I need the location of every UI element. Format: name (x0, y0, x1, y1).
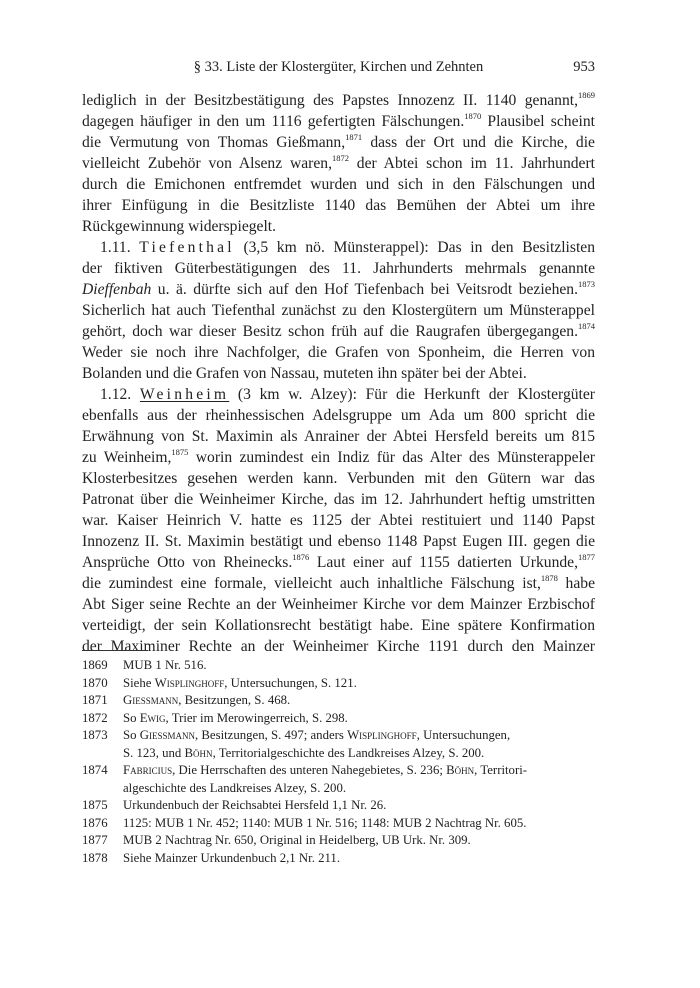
footnote-text: S. 123, und (123, 745, 185, 760)
footnote-text: , Untersuchungen, (416, 728, 511, 742)
footnote-text: , Die Herrschaften des unteren Nahegebietes, S. 236; (172, 763, 447, 777)
footnote (82, 675, 595, 693)
text-run: Sicherlich hat auch Tiefenthal zunächst zu den Klostergütern um Münsterappel (82, 302, 595, 319)
footnote (82, 692, 595, 710)
footnote-number: 1870 (82, 675, 108, 690)
section-number: 1.11. (100, 239, 140, 256)
text-line (82, 300, 595, 321)
footnote (82, 815, 595, 833)
place-name: Weinheim (139, 386, 230, 403)
author-name: Böhn (184, 745, 213, 760)
text-run: der Abtei schon im 11. Jahrhundert (348, 155, 595, 172)
running-header (82, 59, 595, 79)
text-line (82, 510, 595, 531)
footnote-text: So (123, 728, 140, 742)
footnote-text: , Trier im Merowingerreich, S. 298. (165, 710, 348, 725)
text-line (82, 489, 595, 510)
text-line (82, 363, 595, 384)
footnote-text: So (123, 710, 140, 725)
footnote-text: , Territorialgeschichte des Landkreises Alzey, S. 200. (212, 745, 485, 760)
footnote-number: 1876 (82, 815, 108, 830)
footnote-text: Siehe (123, 675, 155, 690)
text-run: durch die Emichonen entfremdet wurden und sich in den Fälschungen und (82, 176, 595, 193)
author-name: Ewig (139, 710, 166, 725)
footnote-ref: 1874 (578, 321, 595, 331)
text-run: vielleicht Zubehör von Alsenz waren, (82, 155, 332, 172)
footnote-number: 1871 (82, 693, 108, 707)
text-run: der Maximiner Rechte an der Weinheimer Kirche 1191 durch den Mainzer (82, 638, 595, 655)
page-number: 953 (573, 59, 595, 75)
text-run: Laut einer auf 1155 datierten Urkunde, (309, 554, 578, 571)
footnote (82, 727, 595, 762)
footnote-text: , Untersuchungen, S. 121. (224, 675, 357, 690)
text-line (82, 279, 595, 300)
footnote-text: MUB 2 Nachtrag Nr. 650, Original in Heidelberg, UB Urk. Nr. 309. (123, 833, 471, 847)
text-run: u. ä. dürfte sich auf den Hof Tiefenbach bei Veitsrodt beziehen. (151, 281, 578, 298)
section-number: 1.12. (100, 386, 140, 403)
text-run: Erwähnung von St. Maximin als Anrainer der Abtei Hersfeld bereits um 815 (82, 428, 595, 445)
author-name: Giessmann (139, 728, 195, 742)
text-run: dass der Ort und die Kirche, die (362, 134, 595, 151)
footnote-ref: 1878 (540, 573, 558, 583)
footnote-number: 1875 (82, 798, 108, 812)
text-line (82, 90, 595, 111)
text-line (82, 426, 595, 447)
text-run: verteidigt, der sein Kollationsrecht bestätigt habe. Eine spätere Konfirmation (82, 617, 595, 634)
text-line (82, 594, 595, 615)
footnote-text: 1125: MUB 1 Nr. 452; 1140: MUB 1 Nr. 516; 1148: MUB 2 Nachtrag Nr. 605. (123, 815, 527, 830)
footnote-number: 1877 (82, 833, 108, 847)
text-run: Patronat über die Weinheimer Kirche, das im 12. Jahrhundert heftig umstritten (82, 491, 595, 508)
text-run: Weder sie noch ihre Nachfolger, die Grafen von Sponheim, die Herren von (82, 344, 595, 361)
footnote (82, 657, 595, 675)
footnote-divider (82, 650, 148, 651)
text-run: der fiktiven Güterbestätigungen des 11. Jahrhunderts mehrmals genannte (82, 260, 595, 277)
footnote (82, 832, 595, 850)
text-run: Bolanden und die Grafen von Nassau, muteten ihn später bei der Abtei. (82, 365, 527, 382)
text-run: die zumindest eine formale, vielleicht auch inhaltliche Fälschung ist, (82, 575, 541, 592)
text-run: dagegen häufiger in den um 1116 gefertigten Fälschungen. (82, 113, 465, 130)
text-run: worin zumindest ein Indiz für das Alter des Münsterappeler (188, 449, 595, 466)
text-run: ihrer Einfügung in die Besitzliste 1140 das Bemühen der Abtei um ihre (82, 197, 595, 214)
text-line (82, 405, 595, 426)
footnote-ref: 1870 (464, 111, 482, 121)
footnote-ref: 1873 (578, 279, 595, 289)
italic-term: Dieffenbah (82, 281, 152, 298)
text-run: Klosterbesitzes gesehen werden kann. Verbunden mit den Gütern war das (82, 470, 595, 487)
text-line (82, 531, 595, 552)
text-line (82, 636, 595, 657)
footnote-number: 1878 (82, 850, 108, 865)
text-run: die Vermutung von Thomas Gießmann, (82, 134, 346, 151)
footnotes (82, 657, 595, 867)
footnote (82, 762, 595, 797)
text-line (82, 174, 595, 195)
section-heading-line (82, 384, 595, 405)
text-line (82, 342, 595, 363)
text-run: Abt Siger seine Rechte an der Weinheimer Kirche vor dem Mainzer Erzbischof (82, 596, 595, 613)
text-run: war. Kaiser Heinrich V. hatte es 1125 der Abtei restituiert und 1140 Papst (82, 512, 595, 529)
footnote (82, 850, 595, 868)
author-name: Wisplinghoff (154, 675, 225, 690)
text-line (82, 132, 595, 153)
text-run: Innozenz II. St. Maximin bestätigt und ebenso 1148 Papst Eugen III. gegen die (82, 533, 595, 550)
author-name: Böhn (446, 763, 475, 777)
section-heading-line (82, 237, 595, 258)
text-run: Rückgewinnung widerspiegelt. (82, 218, 277, 235)
author-name: Fabricius (123, 763, 173, 777)
footnote-text: Urkundenbuch der Reichsabtei Hersfeld 1,1 Nr. 26. (123, 798, 387, 812)
footnote-text: Siehe Mainzer Urkundenbuch 2,1 Nr. 211. (123, 850, 341, 865)
running-title: § 33. Liste der Klostergüter, Kirchen und Zehnten (193, 59, 484, 75)
text-run: habe (557, 575, 595, 592)
text-run: Ansprüche Otto von Rheinecks. (82, 554, 293, 571)
footnote-ref: 1871 (345, 132, 363, 142)
text-run: lediglich in der Besitzbestätigung des Papstes Innozenz II. 1140 genannt, (82, 92, 578, 109)
footnote-ref: 1875 (171, 447, 189, 457)
text-line (82, 216, 595, 237)
text-run: zu Weinheim, (82, 449, 172, 466)
text-line (82, 153, 595, 174)
text-line (82, 447, 595, 468)
text-run: gehört, doch war dieser Besitz schon früh auf die Raugrafen übergegangen. (82, 323, 578, 340)
text-run: (3,5 km nö. Münsterappel): Das in den Besitzlisten (234, 239, 595, 256)
footnote-text: MUB 1 Nr. 516. (123, 658, 207, 672)
author-name: Wisplinghoff (347, 728, 417, 742)
text-line (82, 111, 595, 132)
text-run: Plausibel scheint (481, 113, 595, 130)
footnote-number: 1872 (82, 710, 108, 725)
author-name: Giessmann (123, 693, 179, 707)
footnote-ref: 1872 (331, 153, 349, 163)
text-run: ebenfalls aus der rheinhessischen Adelsgruppe um Ada um 800 spricht die (82, 407, 595, 424)
main-text (82, 90, 595, 657)
footnote-text: , Besitzungen, S. 468. (178, 693, 291, 707)
footnote-text: , Besitzungen, S. 497; anders (194, 728, 348, 742)
footnote-number: 1873 (82, 728, 108, 742)
text-line (82, 195, 595, 216)
footnote (82, 797, 595, 815)
footnote-text: algeschichte des Landkreises Alzey, S. 200. (123, 780, 347, 795)
text-line (82, 321, 595, 342)
text-line (82, 258, 595, 279)
text-line (82, 615, 595, 636)
footnote (82, 710, 595, 728)
footnote-ref: 1876 (292, 552, 310, 562)
text-line (82, 468, 595, 489)
text-run: (3 km w. Alzey): Für die Herkunft der Klostergüter (229, 386, 595, 403)
footnote-text: , Territori- (474, 763, 528, 777)
footnote-number: 1874 (82, 763, 108, 777)
footnote-number: 1869 (82, 658, 108, 672)
place-name: Tiefenthal (139, 239, 235, 256)
text-line (82, 552, 595, 573)
text-line (82, 573, 595, 594)
footnote-ref: 1869 (578, 90, 595, 100)
footnote-ref: 1877 (578, 552, 595, 562)
